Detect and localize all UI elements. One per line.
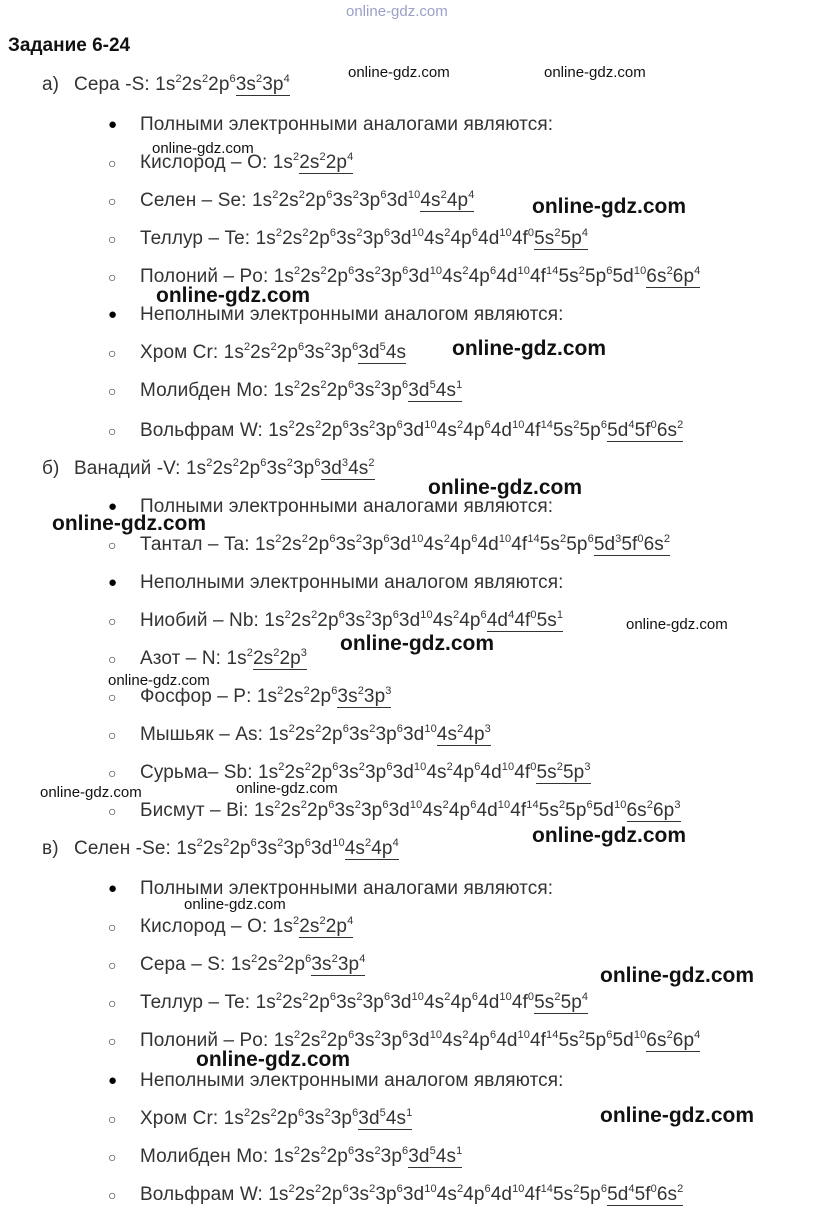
watermark: online-gdz.com [532,195,686,218]
circle-marker: ○ [108,689,117,705]
electron-config: $1s^22s^22p^63s^23p^63d^{10}4s^24p^64d^{10}4f^05s^25p^4$ [255,227,589,249]
line-label: Сера – S: [140,954,231,975]
group-header: Неполными электронными аналогом являются: [140,1070,564,1091]
valence-underline: $3s^23p^4$ [311,953,366,975]
circle-marker: ○ [108,537,117,553]
section-heading [74,838,399,860]
valence-underline: $4s^24p^4$ [420,189,475,211]
electron-config: $1s^22s^22p^4$ [272,915,354,937]
valence-underline: $2s^22p^3$ [252,647,307,669]
circle-marker: ○ [108,345,117,361]
electron-config: $1s^22s^22p^63s^23p^63d^{10}4s^24p^64d^{10}4f^05s^25p^3$ [257,761,591,783]
electron-config: $1s^22s^22p^63s^23p^63d^{10}4s^24p^3$ [268,723,491,745]
circle-marker: ○ [108,727,117,743]
electron-config: $1s^22s^22p^63s^23p^63d^34s^2$ [185,457,375,479]
circle-marker: ○ [108,803,117,819]
line-label: Бисмут – Bi: [140,800,254,821]
watermark: online-gdz.com [626,616,728,633]
element-item [140,800,681,822]
circle-marker: ○ [108,1149,117,1165]
valence-underline: $2s^22p^4$ [299,915,354,937]
circle-marker: ○ [108,1187,117,1203]
line-label: Кислород – O: [140,916,273,937]
electron-config: $1s^22s^22p^63s^23p^63d^{10}4s^24p^64d^44f^05s^1$ [264,609,564,631]
line-label: Полоний – Po: [140,1030,274,1051]
circle-marker: ○ [108,765,117,781]
element-item [140,954,365,976]
valence-underline: $3d^54s$ [358,341,407,363]
bullet-marker: ● [108,880,118,897]
valence-underline: $3d^54s^1$ [408,1145,463,1167]
circle-marker: ○ [108,231,117,247]
circle-marker: ○ [108,995,117,1011]
electron-config: $1s^22s^22p^63s^23p^63d^54s^1$ [273,379,463,401]
valence-underline: $3d^54s^1$ [358,1107,413,1129]
electron-config: $1s^22s^22p^4$ [272,151,354,173]
circle-marker: ○ [108,1033,117,1049]
group-header: Неполными электронными аналогом являются: [140,304,564,325]
element-item [140,420,683,442]
valence-underline: $5d^45f^06s^2$ [607,1183,684,1205]
element-item [140,724,491,746]
circle-marker: ○ [108,1111,117,1127]
valence-underline: $4s^24p^3$ [436,723,491,745]
watermark: online-gdz.com [156,284,310,307]
electron-config: $1s^22s^22p^63s^23p^63d^54s$ [223,341,407,363]
line-label: Азот – N: [140,648,227,669]
watermark: online-gdz.com [196,1048,350,1071]
valence-underline: $3s^23p^3$ [337,685,392,707]
line-label: Тантал – Ta: [140,534,256,555]
valence-underline: $5s^25p^4$ [534,991,589,1013]
line-label: Сурьма– Sb: [140,762,258,783]
line-label: Хром Cr: [140,342,224,363]
element-item [140,648,307,670]
circle-marker: ○ [108,269,117,285]
valence-underline: $3d^54s^1$ [408,379,463,401]
element-item [140,1184,683,1206]
valence-underline: $6s^26p^3$ [626,799,681,821]
element-item [140,1108,412,1130]
line-label: Хром Cr: [140,1108,224,1129]
watermark: online-gdz.com [600,964,754,987]
electron-config: $1s^22s^22p^63s^23p^63d^{10}4s^24p^64d^{10}4f^{14}5s^25p^65d^45f^06s^2$ [268,419,684,441]
group-header: Полными электронными аналогами являются: [140,878,554,899]
watermark: online-gdz.com [40,784,142,801]
electron-config: $1s^22s^22p^63s^23p^63d^{10}4s^24p^64d^{10}4f^05s^25p^4$ [255,991,589,1013]
electron-config: $1s^22s^22p^63s^23p^63d^{10}4s^24p^64d^{10}4f^{14}5s^25p^65d^{10}6s^26p^3$ [253,799,681,821]
group-header: Полными электронными аналогами являются: [140,114,554,135]
electron-config: $1s^22s^22p^3$ [226,647,307,669]
element-item [140,686,391,708]
electron-config: $1s^22s^22p^63s^23p^63d^{10}4s^24p^64d^{10}4f^{14}5s^25p^65d^35f^06s^2$ [255,533,671,555]
element-item [140,762,591,784]
electron-config: $1s^22s^22p^63s^23p^3$ [256,685,392,707]
bullet-marker: ● [108,498,118,515]
watermark: online-gdz.com [152,140,254,157]
valence-underline: $6s^26p^4$ [646,1029,701,1051]
section-heading [74,458,375,480]
line-label: Мышьяк – As: [140,724,269,745]
line-label: Ванадий -V: [74,458,186,479]
watermark: online-gdz.com [52,512,206,535]
section-label: б) [42,458,60,479]
circle-marker: ○ [108,957,117,973]
electron-config: $1s^22s^22p^63s^23p^63d^{10}4s^24p^64d^{10}4f^{14}5s^25p^65d^{10}6s^26p^4$ [273,265,701,287]
line-label: Селен – Se: [140,190,252,211]
line-label: Полоний – Po: [140,266,274,287]
line-label: Молибден Mo: [140,1146,274,1167]
site-watermark: online-gdz.com [346,3,448,20]
circle-marker: ○ [108,651,117,667]
watermark: online-gdz.com [236,780,338,797]
line-label: Фосфор – P: [140,686,257,707]
element-item [140,916,353,938]
electron-config: $1s^22s^22p^63s^23p^4$ [155,73,290,95]
line-label: Теллур – Te: [140,228,256,249]
bullet-marker: ● [108,116,118,133]
line-label: Молибден Mo: [140,380,274,401]
line-label: Вольфрам W: [140,420,269,441]
bullet-marker: ● [108,306,118,323]
page-title: Задание 6-24 [8,35,131,56]
circle-marker: ○ [108,193,117,209]
watermark: online-gdz.com [600,1104,754,1127]
watermark: online-gdz.com [348,64,450,81]
line-label: Теллур – Te: [140,992,256,1013]
circle-marker: ○ [108,155,117,171]
element-item [140,380,462,402]
line-label: Селен -Se: [74,838,177,859]
element-item [140,228,588,250]
valence-underline: $3s^23p^4$ [235,73,290,95]
valence-underline: $4d^44f^05s^1$ [486,609,564,631]
valence-underline: $3d^34s^2$ [320,457,375,479]
electron-config: $1s^22s^22p^63s^23p^63d^54s^1$ [223,1107,413,1129]
electron-config: $1s^22s^22p^63s^23p^63d^{10}4s^24p^64d^{10}4f^{14}5s^25p^65d^{10}6s^26p^4$ [273,1029,701,1051]
group-header: Неполными электронными аналогом являются: [140,572,564,593]
line-label: Кислород – O: [140,152,273,173]
watermark: online-gdz.com [340,632,494,655]
bullet-marker: ● [108,574,118,591]
bullet-marker: ● [108,1072,118,1089]
electron-config: $1s^22s^22p^63s^23p^63d^{10}4s^24p^4$ [251,189,475,211]
electron-config: $1s^22s^22p^63s^23p^63d^{10}4s^24p^4$ [176,837,399,859]
line-label: Ниобий – Nb: [140,610,265,631]
electron-config: $1s^22s^22p^63s^23p^63d^54s^1$ [273,1145,463,1167]
line-label: Вольфрам W: [140,1184,269,1205]
valence-underline: $5d^35f^06s^2$ [593,533,671,555]
valence-underline: $5d^45f^06s^2$ [607,419,684,441]
element-item [140,992,588,1014]
element-item [140,610,563,632]
watermark: online-gdz.com [184,896,286,913]
circle-marker: ○ [108,383,117,399]
section-heading [74,74,290,96]
valence-underline: $5s^25p^3$ [536,761,591,783]
valence-underline: $2s^22p^4$ [299,151,354,173]
circle-marker: ○ [108,919,117,935]
watermark: online-gdz.com [108,672,210,689]
element-item [140,534,670,556]
section-label: в) [42,838,59,859]
watermark: online-gdz.com [428,476,582,499]
line-label: Сера -S: [74,74,156,95]
group-header: Полными электронными аналогами являются: [140,496,554,517]
element-item [140,342,406,364]
valence-underline: $5s^25p^4$ [534,227,589,249]
element-item [140,190,474,212]
circle-marker: ○ [108,423,117,439]
valence-underline: $4s^24p^4$ [344,837,399,859]
watermark: online-gdz.com [544,64,646,81]
watermark: online-gdz.com [452,337,606,360]
valence-underline: $6s^26p^4$ [646,265,701,287]
electron-config: $1s^22s^22p^63s^23p^4$ [230,953,366,975]
watermark: online-gdz.com [532,824,686,847]
electron-config: $1s^22s^22p^63s^23p^63d^{10}4s^24p^64d^{10}4f^{14}5s^25p^65d^45f^06s^2$ [268,1183,684,1205]
circle-marker: ○ [108,613,117,629]
section-label: а) [42,74,60,95]
element-item [140,1146,462,1168]
